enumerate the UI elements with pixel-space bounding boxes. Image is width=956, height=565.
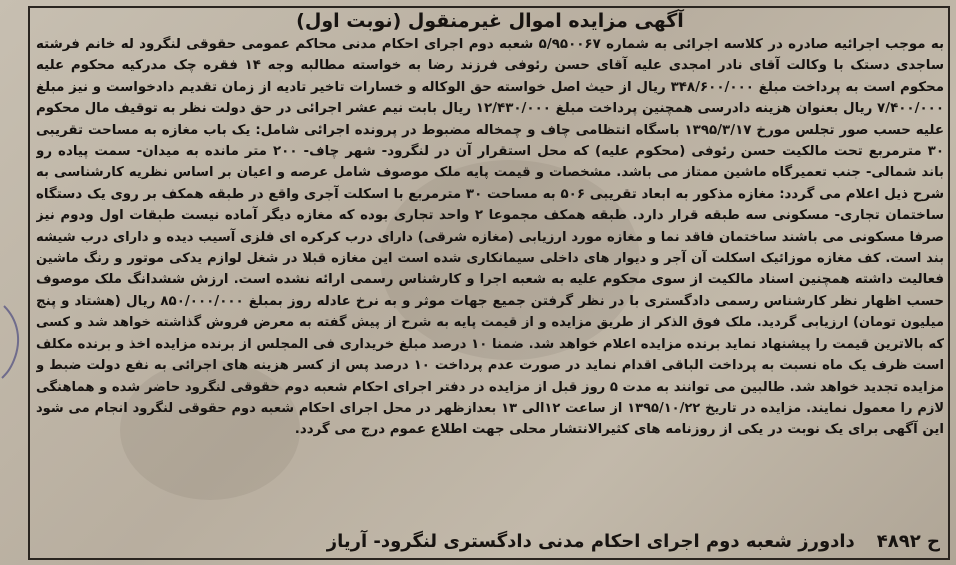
notice-line: مزایده تجدید خواهد شد. طالبین می توانند به مدت ۵ روز قبل از مزایده در دفتر اجرای احکام شعبه دوم حقوقی لنگرود حاضر شده و هماهنگی: [36, 379, 944, 395]
notice-issuer: دادورز شعبه دوم اجرای احکام مدنی دادگستری لنگرود- آریاز: [326, 531, 855, 552]
notice-ref-number: ح ۴۸۹۲: [876, 531, 940, 552]
pen-mark-icon: [0, 300, 30, 380]
notice-body: [36, 34, 944, 441]
notice-line: این آگهی برای یک نوبت در یکی از روزنامه های کثیرالانتشار محلی جهت اطلاع عموم درج می گردد.: [294, 422, 944, 438]
notice-line: است ظرف یک ماه نسبت به پرداخت الباقی اقدام نماید در صورت عدم پرداخت ۱۰ درصد پس از کسر هزینه های اجرائی به نفع دولت ضبط و: [36, 358, 944, 374]
notice-line: شرح ذیل اعلام می گردد: مغازه مذکور به ابعاد تقریبی ۵۰۶ به مساحت ۳۰ مترمربع با اسکلت آجری واقع در طبقه همکف بر روی یک دستگاه: [36, 186, 944, 202]
notice-line: میلیون تومان) ارزیابی گردید. ملک فوق الذکر از طریق مزایده و از قیمت پایه به شرح از پیش گفته به معرض فروش گذاشته خواهد شد و کسی: [36, 315, 944, 331]
notice-line: بند است. کف مغازه موزائیک اسکلت آن آجر و دیوار های داخلی سیمانکاری شده است این مغازه قبلا در شغل لوازم یدکی موتور و رنگ ماشین: [36, 251, 944, 267]
notice-line: به موجب اجرائیه صادره در کلاسه اجرائی به شماره ۵/۹۵۰۰۶۷ شعبه دوم اجرای احکام مدنی محاکم عمومی حقوقی لنگرود له خانم فرشته: [36, 37, 944, 52]
notice-line: صرفا مسکونی می باشند ساختمان فاقد نما و مغازه مورد ارزیابی (مغازه شرقی) دارای درب کرکره ای فلزی آسیب دیده و دارای درب شیشه: [36, 229, 944, 245]
notice-line: محکوم است به پرداخت مبلغ ۳۴۸/۶۰۰/۰۰۰ ریال از حیث اصل خواسته حق الوکاله و خسارات تاخیر تادیه از زمان تقدیم دادخواست و نیز مبلغ: [36, 79, 944, 95]
notice-line: که بالاترین قیمت را پیشنهاد نماید برنده مزایده اعلام خواهد شد. ضمنا ۱۰ درصد مبلغ خریداری فی المجلس از برنده مزایده اخذ و برنده مکلف: [36, 336, 944, 352]
notice-line: ساجدی دستک با وکالت آقای نادر امجدی علیه آقای حسن رئوفی فرزند رضا به خواسته مطالبه وجه ۱۴ فقره چک مدرکیه محکوم علیه: [36, 58, 944, 74]
notice-line: لازم را معمول نمایند. مزایده در تاریخ ۱۳۹۵/۱۰/۲۲ از ساعت ۱۲الی ۱۳ بعدازظهر در محل اجرای احکام شعبه دوم حقوقی لنگرود انجام می شود: [36, 400, 944, 416]
notice-title: آگهی مزایده اموال غیرمنقول (نوبت اول): [296, 10, 684, 32]
notice-line: ۷/۴۰۰/۰۰۰ ریال بعنوان هزینه دادرسی همچنین پرداخت مبلغ ۱۲/۴۳۰/۰۰۰ ریال بابت نیم عشر اجرائی در حق دولت نظر به توقیف مال محکوم: [36, 101, 944, 117]
notice-line: ۳۰ مترمربع تحت مالکیت حسن رئوفی (محکوم علیه) که محل استقرار آن در لنگرود- شهر چاف- ۲۰۰ متر مانده به میدان- سمت پیاده رو: [36, 144, 944, 160]
notice-line: علیه حسب صور تجلس مورخ ۱۳۹۵/۳/۱۷ باسگاه انتظامی چاف و چمخاله مضبوط در پرونده اجرائی شامل: یک باب مغازه به مساحت تقریبی: [36, 122, 944, 138]
notice-line: باند شمالی- جنب تعمیرگاه ماشین ممتاز می باشد. مشخصات و قیمت پایه ملک موصوف شامل عرصه و اعیان بر اساس نظریه کارشناسی به: [36, 165, 944, 181]
notice-line: ساختمان تجاری- مسکونی سه طبقه قرار دارد. طبقه همکف مجموعا ۲ واحد تجاری بوده که مغازه دیگر آماده نیست طبقات اول ودوم نیز: [36, 208, 944, 224]
auction-notice: [36, 8, 944, 560]
notice-footer: [36, 530, 940, 554]
notice-line: فعالیت داشته همچنین اسناد مالکیت از سوی محکوم علیه به شعبه اجرا و کارشناس رسمی ارائه نشده است. ارزش ششدانگ ملک موصوف: [36, 272, 944, 288]
notice-line: حسب اظهار نظر کارشناس رسمی دادگستری با در نظر گرفتن جمیع جهات موثر و به نرخ عادله روز بمبلغ ۸۵۰/۰۰۰/۰۰۰ ریال (هشتاد و پنج: [36, 293, 944, 309]
